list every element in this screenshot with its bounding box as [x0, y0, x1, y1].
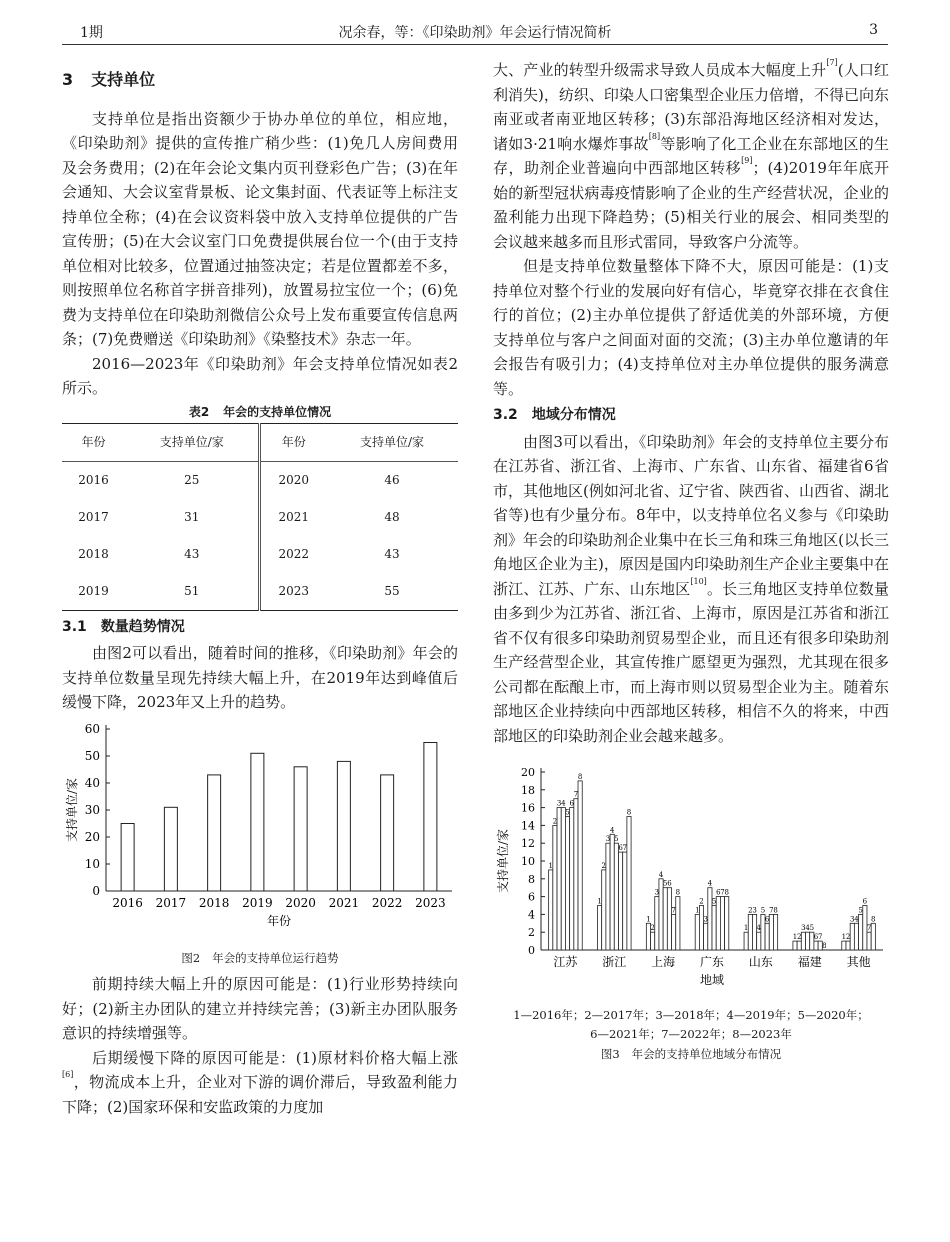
- section-3-1-paragraph-3-continued: 大、产业的转型升级需求导致人员成本大幅度上升[7](人口红利消失)，纺织、印染人口密集型企业压力倍增，不得已向东南亚或者南亚地区转移；(3)东部沿海地区经济相对发达，诸如3·21响水爆炸事故[8]等影响了化工企业在东部地区的生存，助剂企业普遍向中西部地区转移[9]；(4)2019年年底开始的新型冠状病毒疫情影响了企业的生产经营状况，企业的盈利能力出现下降趋势；(5)相关行业的展会、相同类型的会议越来越多而且形式雷同，导致客户分流等。: [493, 58, 889, 251]
- y-tick-label: 8: [528, 872, 535, 886]
- bar-series-label: 6: [813, 933, 819, 942]
- bar-2020: [294, 766, 307, 890]
- bar-series-label: 1: [841, 933, 847, 942]
- bar-广东-5: [712, 906, 716, 951]
- bar-2019: [251, 753, 264, 891]
- bar-series-label: 2: [699, 897, 704, 906]
- bar-江苏-2: [553, 825, 557, 950]
- bar-series-label: 4: [707, 879, 713, 888]
- bar-series-label: 8: [626, 808, 632, 817]
- bar-2016: [121, 823, 134, 891]
- bar-上海-3: [655, 897, 659, 950]
- running-title: 况余春，等：《印染助剂》年会运行情况简析: [338, 25, 612, 41]
- bar-series-label: 8: [773, 906, 778, 915]
- bar-上海-7: [672, 914, 676, 950]
- bar-山东-8: [773, 914, 777, 950]
- bar-广东-6: [716, 897, 720, 950]
- x-axis-label: 地域: [699, 973, 725, 987]
- bar-series-label: 6: [569, 799, 574, 808]
- bar-series-label: 5: [858, 906, 863, 915]
- bar-山东-1: [744, 932, 748, 950]
- col-header-year: 年份: [260, 423, 326, 461]
- bar-上海-8: [676, 897, 680, 950]
- table-2-caption: 表2 年会的支持单位情况: [188, 404, 332, 419]
- bar-series-label: 1: [695, 906, 700, 915]
- bar-浙江-4: [610, 834, 614, 950]
- bar-series-label: 4: [561, 799, 566, 808]
- y-tick-label: 60: [84, 721, 100, 736]
- bar-其他-4: [854, 923, 858, 950]
- bar-series-label: 3: [654, 888, 660, 897]
- x-tick-label: 广东: [699, 955, 725, 969]
- y-tick-label: 2: [528, 926, 535, 940]
- bar-2022: [381, 774, 394, 890]
- y-tick-label: 0: [528, 944, 535, 957]
- bar-福建-4: [806, 932, 810, 950]
- x-tick-label: 山东: [748, 955, 773, 969]
- bar-series-label: 1: [548, 861, 553, 870]
- figure-3-legend: 1—2016年；2—2017年；3—2018年；4—2019年；5—2020年； 6—2021年；7—2022年；8—2023年: [513, 1007, 869, 1041]
- y-tick-label: 6: [528, 890, 535, 904]
- bar-其他-3: [850, 923, 854, 950]
- y-tick-label: 12: [521, 837, 535, 851]
- bar-series-label: 7: [573, 790, 579, 799]
- section-3-2-paragraph-1: 由图3可以看出，《印染助剂》年会的支持单位主要分布在江苏省、浙江省、上海市、广东省、山东省、福建省6省市，其他地区(例如河北省、辽宁省、陕西省、山西省、湖北省等)也有少量分布。8年中，以支持单位名义参与《印染助剂》年会的印染助剂企业集中在长三角和珠三角地区(以长三角地区企业为主)，原因是国内印染助剂生产企业主要集中在浙江、江苏、广东、山东地区[10]。长三角地区支持单位数量由多到少为江苏省、浙江省、上海市，原因是江苏省和浙江省不仅有很多印染助剂贸易型企业，而且还有很多印染助剂生产经营型企业，其宣传推广愿望更为强烈，尤其现在很多公司都在酝酿上市，而上海市则以贸易型企业为主。随着东部地区企业持续向中西部地区转移，相信不久的将来，中西部地区的印染助剂企业会越来越多。: [493, 432, 889, 745]
- bar-series-label: 1: [597, 897, 602, 906]
- bar-series-label: 5: [809, 924, 815, 933]
- bar-山东-4: [757, 932, 761, 950]
- x-tick-label: 2021: [328, 895, 360, 910]
- col-header-count: 支持单位/家: [326, 423, 458, 461]
- bar-series-label: 4: [609, 826, 615, 835]
- figure-3-caption: 图3 年会的支持单位地域分布情况: [600, 1046, 782, 1061]
- bar-江苏-7: [574, 799, 578, 950]
- col-header-count: 支持单位/家: [125, 423, 260, 461]
- bar-series-label: 5: [711, 897, 717, 906]
- bar-福建-3: [801, 932, 805, 950]
- x-tick-label: 浙江: [602, 955, 627, 969]
- bar-浙江-6: [618, 852, 622, 950]
- bar-series-label: 1: [743, 924, 749, 933]
- bar-江苏-4: [561, 808, 565, 950]
- bar-series-label: 7: [769, 906, 774, 915]
- bar-series-label: 3: [556, 799, 562, 808]
- issue-label: 1期: [80, 25, 103, 41]
- bar-series-label: 6: [716, 888, 721, 897]
- y-tick-label: 30: [84, 802, 100, 817]
- bar-浙江-2: [602, 870, 606, 950]
- bar-广东-8: [725, 897, 729, 950]
- citation-9: [9]: [741, 156, 753, 165]
- section-3-heading: 3 支持单位: [62, 70, 156, 89]
- bar-福建-1: [793, 941, 797, 950]
- bar-江苏-6: [570, 808, 574, 950]
- x-tick-label: 2017: [155, 895, 187, 910]
- bar-series-label: 3: [850, 915, 855, 924]
- bar-2018: [208, 774, 221, 890]
- bar-江苏-8: [578, 781, 582, 950]
- x-tick-label: 2016: [112, 895, 143, 910]
- bar-上海-4: [659, 879, 663, 950]
- bar-上海-6: [667, 888, 671, 950]
- y-tick-label: 10: [521, 855, 535, 868]
- bar-山东-7: [769, 914, 773, 950]
- bar-series-label: 7: [866, 924, 872, 933]
- bar-series-label: 2: [552, 817, 558, 826]
- section-3-1-paragraph-3: 后期缓慢下降的原因可能是：(1)原材料价格大幅上涨[6]，物流成本上升，企业对下游的调价滞后，导致盈利能力下降；(2)国家环保和安监政策的力度加: [62, 1048, 458, 1116]
- bar-series-label: 2: [601, 861, 607, 870]
- figure-2-chart: [62, 715, 458, 943]
- bar-其他-5: [859, 914, 863, 950]
- bar-福建-6: [814, 941, 818, 950]
- bar-series-label: 4: [756, 924, 761, 933]
- table-row: 2019 51 2023 55: [62, 573, 458, 611]
- citation-8: [8]: [648, 131, 661, 141]
- bar-其他-2: [846, 941, 850, 950]
- bar-2023: [424, 742, 437, 891]
- col-header-year: 年份: [62, 423, 125, 461]
- y-axis-label: 支持单位/家: [496, 828, 510, 894]
- bar-series-label: 5: [760, 906, 766, 915]
- bar-2017: [164, 807, 177, 891]
- bar-浙江-7: [623, 852, 627, 950]
- bar-江苏-3: [557, 808, 561, 950]
- y-tick-label: 14: [521, 819, 535, 833]
- page-number: 3: [869, 22, 878, 38]
- citation-6: [6]: [62, 1070, 74, 1079]
- bar-series-label: 6: [667, 879, 672, 888]
- bar-series-label: 4: [658, 870, 664, 879]
- y-tick-label: 10: [84, 856, 100, 871]
- bar-series-label: 8: [822, 942, 827, 950]
- y-tick-label: 40: [84, 775, 100, 790]
- bar-series-label: 6: [862, 897, 868, 906]
- bar-其他-8: [871, 923, 875, 950]
- y-tick-label: 50: [84, 748, 100, 763]
- bar-广东-2: [699, 906, 703, 951]
- bar-series-label: 2: [796, 933, 802, 942]
- bar-series-label: 7: [720, 888, 725, 897]
- x-tick-label: 2023: [415, 895, 446, 910]
- bar-series-label: 5: [663, 879, 668, 888]
- x-axis-label: 年份: [266, 913, 292, 928]
- left-column: [62, 58, 458, 1119]
- y-tick-label: 0: [92, 883, 100, 898]
- table-row: 2018 43 2022 43: [62, 536, 458, 573]
- bar-浙江-8: [627, 817, 631, 951]
- section-3-1-heading: 3.1 数量趋势情况: [62, 618, 185, 635]
- bar-series-label: 3: [605, 835, 611, 844]
- bar-series-label: 1: [792, 933, 798, 942]
- bar-series-label: 3: [703, 915, 708, 924]
- x-tick-label: 2020: [285, 895, 316, 910]
- bar-series-label: 5: [614, 835, 619, 844]
- x-tick-label: 2022: [371, 895, 403, 910]
- section-3-paragraph-1: 支持单位是指出资额少于协办单位的单位，相应地，《印染助剂》提供的宣传推广稍少些：(1)免几人房间费用及会务费用；(2)在年会论文集内页刊登彩色广告；(3)在年会通知、大会议室背景板、论文集封面、代表证等上标注支持单位全称；(4)在会议资料袋中放入支持单位提供的广告宣传册；(5)在大会议室门口免费提供展台位一个(由于支持单位相对比较多，位置通过抽签决定；若是位置都差不多，则按照单位名称首字拼音排列)，放置易拉宝位一个；(6)免费为支持单位在印染助剂微信公众号上发布重要宣传信息两条；(7)免费赠送《印染助剂》《染整技术》杂志一年。: [62, 109, 458, 348]
- section-3-1-paragraph-2: 前期持续大幅上升的原因可能是：(1)行业形势持续向好；(2)新主办团队的建立并持续完善；(3)新主办团队服务意识的持续增强等。: [62, 975, 458, 1042]
- section-3-1-paragraph-4: 但是支持单位数量整体下降不大，原因可能是：(1)支持单位对整个行业的发展向好有信心，毕竟穿衣排在衣食住行的首位；(2)主办单位提供了舒适优美的外部环境，方便支持单位与客户之间面对面的交流；(3)主办单位邀请的年会报告有吸引力；(4)支持单位对主办单位提供的服务满意等。: [493, 257, 889, 398]
- page-header: [62, 6, 888, 45]
- bar-2021: [337, 761, 350, 891]
- table-2: [62, 423, 458, 611]
- bar-series-label: 2: [650, 924, 655, 933]
- y-axis-label: 支持单位/家: [65, 777, 79, 842]
- y-tick-label: 20: [84, 829, 100, 844]
- section-3-2-heading: 3.2 地域分布情况: [493, 407, 616, 423]
- bar-series-label: 7: [622, 844, 628, 853]
- x-tick-label: 其他: [846, 955, 871, 969]
- figure-3-chart: [493, 760, 889, 996]
- bar-series-label: 6: [618, 844, 623, 853]
- x-tick-label: 江苏: [553, 955, 578, 969]
- bar-浙江-3: [606, 843, 610, 950]
- bar-浙江-5: [614, 843, 618, 950]
- bar-series-label: 3: [752, 906, 757, 915]
- bar-江苏-1: [549, 870, 553, 950]
- figure-2-caption: 图2 年会的支持单位运行趋势: [181, 951, 339, 965]
- x-tick-label: 福建: [797, 955, 822, 969]
- bar-山东-6: [765, 923, 769, 950]
- bar-series-label: 2: [748, 906, 753, 915]
- bar-广东-7: [720, 897, 724, 950]
- section-3-1-paragraph-1: 由图2可以看出，随着时间的推移，《印染助剂》年会的支持单位数量呈现先持续大幅上升，在2019年达到峰值后缓慢下降，2023年又上升的趋势。: [62, 644, 458, 711]
- citation-7: [7]: [826, 58, 838, 67]
- bar-江苏-5: [565, 817, 569, 951]
- bar-广东-3: [704, 923, 708, 950]
- y-tick-label: 20: [521, 766, 535, 779]
- y-tick-label: 16: [521, 801, 535, 815]
- bar-series-label: 7: [817, 933, 823, 942]
- bar-山东-2: [748, 914, 752, 950]
- bar-其他-1: [842, 941, 846, 950]
- bar-series-label: 8: [871, 915, 876, 924]
- x-tick-label: 2018: [198, 895, 230, 910]
- right-column: [493, 58, 889, 1062]
- bar-series-label: 7: [671, 906, 676, 915]
- bar-福建-2: [797, 941, 801, 950]
- bar-series-label: 4: [805, 924, 810, 933]
- bar-series-label: 2: [845, 933, 851, 942]
- x-tick-label: 2019: [242, 895, 273, 910]
- table-row: 2016 25 2020 46: [62, 461, 458, 499]
- bar-series-label: 8: [675, 888, 681, 897]
- bar-series-label: 5: [565, 808, 570, 817]
- bar-上海-5: [663, 888, 667, 950]
- y-tick-label: 18: [521, 783, 535, 797]
- x-tick-label: 上海: [651, 955, 676, 969]
- bar-series-label: 6: [764, 915, 770, 924]
- bar-series-label: 3: [801, 924, 806, 933]
- bar-上海-2: [651, 932, 655, 950]
- bar-浙江-1: [597, 906, 601, 951]
- bar-series-label: 1: [646, 915, 651, 924]
- bar-广东-1: [695, 914, 699, 950]
- bar-series-label: 4: [854, 915, 859, 924]
- citation-10: [10]: [690, 576, 707, 586]
- bar-series-label: 8: [724, 888, 729, 897]
- y-tick-label: 4: [528, 908, 535, 922]
- bar-series-label: 8: [577, 772, 583, 781]
- bar-其他-7: [867, 932, 871, 950]
- section-3-paragraph-2: 2016—2023年《印染助剂》年会支持单位情况如表2所示。: [62, 354, 458, 397]
- table-row: 2017 31 2021 48: [62, 499, 458, 536]
